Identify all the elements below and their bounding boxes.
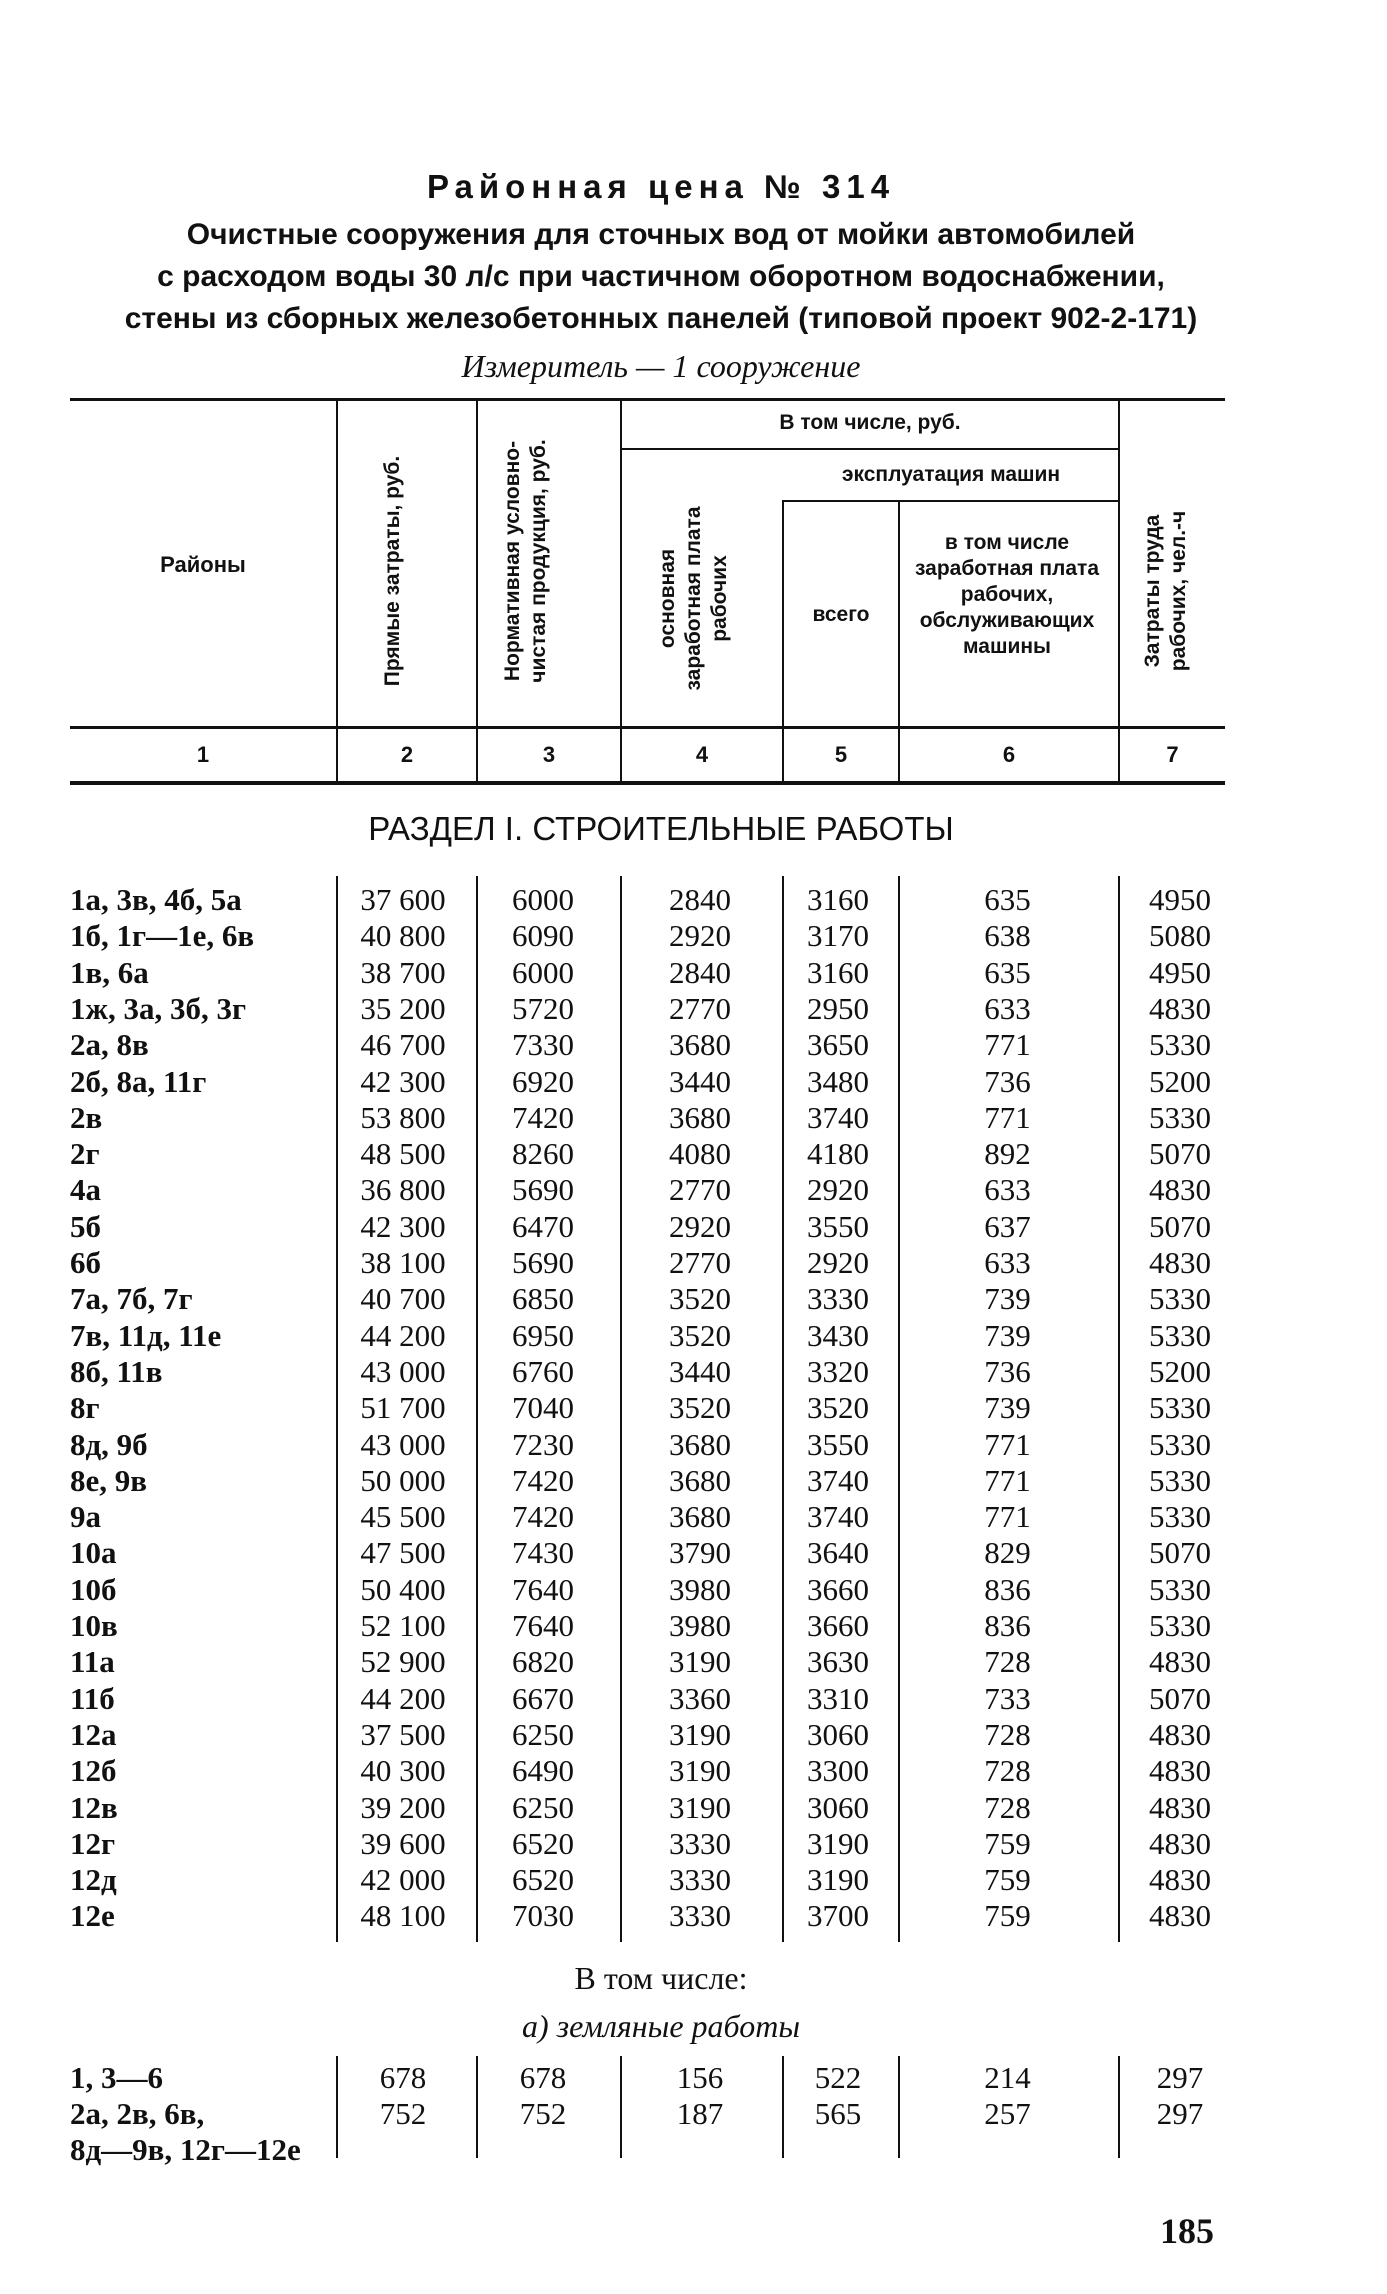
table-row <box>0 1100 1387 1136</box>
col-number-6: 6 <box>1002 742 1016 767</box>
machines-under-rule <box>782 500 1118 502</box>
region-cell: 8д, 9б <box>70 1426 148 1462</box>
region-cell: 2б, 8а, 11г <box>70 1063 207 1099</box>
basic-wages-cell: 3980 <box>669 1571 731 1607</box>
table-row <box>0 1535 1387 1571</box>
operator-wages-cell: 728 <box>984 1716 1031 1752</box>
header-divider-5 <box>898 500 900 783</box>
table-row <box>0 1826 1387 1862</box>
operator-wages-cell: 736 <box>984 1353 1031 1389</box>
net-production-cell: 7420 <box>512 1499 574 1535</box>
machines-total-cell: 3700 <box>807 1898 869 1934</box>
direct-costs-cell: 47 500 <box>360 1535 446 1571</box>
col-number-5: 5 <box>834 742 848 767</box>
operator-wages-cell: 771 <box>984 1499 1031 1535</box>
table-row <box>0 1027 1387 1063</box>
basic-wages-cell: 3680 <box>669 1426 731 1462</box>
header-divider-3 <box>620 400 622 783</box>
table-row <box>0 1572 1387 1608</box>
region-cell: 8б, 11в <box>70 1353 163 1389</box>
net-production-cell: 6250 <box>512 1789 574 1825</box>
table-row <box>0 1136 1387 1172</box>
direct-costs-cell: 39 600 <box>360 1825 446 1861</box>
net-production-cell: 6520 <box>512 1862 574 1898</box>
region-cell: 12е <box>70 1898 115 1934</box>
region-cell: 10б <box>70 1571 117 1607</box>
table-row <box>0 1318 1387 1354</box>
net-production-cell: 5690 <box>512 1172 574 1208</box>
operator-wages-cell: 257 <box>984 2096 1031 2131</box>
col-header-labor: Затраты труда рабочих, чел.-ч <box>1141 510 1190 672</box>
header-divider-6 <box>1118 400 1120 783</box>
basic-wages-cell: 2920 <box>669 918 731 954</box>
region-cell: 2г <box>70 1136 100 1172</box>
operator-wages-cell: 637 <box>984 1208 1031 1244</box>
machines-total-cell: 3320 <box>807 1353 869 1389</box>
machines-total-cell: 3550 <box>807 1208 869 1244</box>
machines-total-cell: 3190 <box>807 1862 869 1898</box>
region-cell: 12а <box>70 1716 117 1752</box>
basic-wages-cell: 156 <box>676 2060 724 2095</box>
net-production-cell: 7640 <box>512 1608 574 1643</box>
labor-cell: 4830 <box>1149 990 1211 1026</box>
net-production-cell: 6760 <box>512 1353 574 1389</box>
basic-wages-cell: 2770 <box>669 990 731 1026</box>
net-production-cell: 6670 <box>512 1680 574 1716</box>
basic-wages-cell: 2770 <box>669 1245 731 1280</box>
table-row <box>0 1281 1387 1317</box>
operator-wages-cell: 829 <box>984 1535 1031 1571</box>
machines-total-cell: 3650 <box>807 1027 869 1063</box>
region-cell: 6б <box>70 1245 101 1280</box>
net-production-cell: 6520 <box>512 1825 574 1861</box>
direct-costs-cell: 48 500 <box>360 1136 446 1172</box>
direct-costs-cell: 678 <box>379 2060 427 2095</box>
basic-wages-cell: 3520 <box>669 1317 731 1353</box>
net-production-cell: 6950 <box>512 1317 574 1353</box>
operator-wages-cell: 728 <box>984 1644 1031 1680</box>
net-production-cell: 7640 <box>512 1571 574 1607</box>
header-divider-1 <box>336 400 338 783</box>
operator-wages-cell: 633 <box>984 1172 1031 1208</box>
page-number: 185 <box>1160 2211 1214 2251</box>
machines-total-cell: 3160 <box>807 954 869 990</box>
col-header-total: всего <box>812 603 870 626</box>
direct-costs-cell: 50 000 <box>360 1462 446 1498</box>
region-cell: 4а <box>70 1172 101 1208</box>
machines-total-cell: 3060 <box>807 1789 869 1825</box>
operator-wages-cell: 728 <box>984 1789 1031 1825</box>
operator-wages-cell: 739 <box>984 1390 1031 1426</box>
net-production-cell: 7030 <box>512 1898 574 1934</box>
col-header-group: В том числе, руб. <box>779 411 961 434</box>
basic-wages-cell: 3440 <box>669 1063 731 1099</box>
labor-cell: 5330 <box>1149 1390 1211 1426</box>
header-bottom-rule <box>70 726 1225 729</box>
machines-total-cell: 3630 <box>807 1644 869 1680</box>
table-row <box>0 1644 1387 1680</box>
region-cell: 11б <box>70 1680 115 1716</box>
machines-total-cell: 2920 <box>807 1245 869 1280</box>
basic-wages-cell: 3190 <box>669 1716 731 1752</box>
region-cell: 7в, 11д, 11е <box>70 1317 222 1353</box>
col-number-2: 2 <box>400 742 414 767</box>
table-row <box>0 1608 1387 1644</box>
direct-costs-cell: 52 100 <box>360 1608 446 1643</box>
col-header-basic-wages: основная заработная плата рабочих <box>656 506 731 691</box>
net-production-cell: 7230 <box>512 1426 574 1462</box>
direct-costs-cell: 40 700 <box>360 1281 446 1317</box>
machines-total-cell: 4180 <box>807 1136 869 1172</box>
operator-wages-cell: 739 <box>984 1281 1031 1317</box>
col-header-direct-costs: Прямые затраты, руб. <box>381 455 404 687</box>
table-row <box>0 1862 1387 1898</box>
machines-total-cell: 3740 <box>807 1099 869 1135</box>
header-divider-2 <box>476 400 478 783</box>
measure-unit: Измеритель — 1 сооружение <box>461 348 861 384</box>
direct-costs-cell: 752 <box>379 2096 427 2131</box>
region-cell: 2а, 8в <box>70 1027 149 1063</box>
section-title: РАЗДЕЛ I. СТРОИТЕЛЬНЫЕ РАБОТЫ <box>368 810 954 847</box>
basic-wages-cell: 3790 <box>669 1535 731 1571</box>
basic-wages-cell: 3980 <box>669 1608 731 1643</box>
operator-wages-cell: 771 <box>984 1426 1031 1462</box>
table-row <box>0 1753 1387 1789</box>
machines-total-cell: 3310 <box>807 1680 869 1716</box>
machines-total-cell: 3190 <box>807 1825 869 1861</box>
region-cell: 9а <box>70 1499 101 1535</box>
labor-cell: 4830 <box>1149 1862 1211 1898</box>
direct-costs-cell: 42 300 <box>360 1208 446 1244</box>
labor-cell: 5200 <box>1149 1063 1211 1099</box>
table-row <box>0 1354 1387 1390</box>
machines-total-cell: 3660 <box>807 1571 869 1607</box>
machines-total-cell: 3640 <box>807 1535 869 1571</box>
basic-wages-cell: 3680 <box>669 1027 731 1063</box>
net-production-cell: 8260 <box>512 1136 574 1172</box>
table-row <box>0 1790 1387 1826</box>
direct-costs-cell: 42 300 <box>360 1063 446 1099</box>
price-title: Районная цена № 314 <box>426 168 896 205</box>
region-cell: 12б <box>70 1753 117 1789</box>
net-production-cell: 7420 <box>512 1099 574 1135</box>
table-row <box>0 1209 1387 1245</box>
labor-cell: 4830 <box>1149 1245 1211 1280</box>
direct-costs-cell: 40 300 <box>360 1753 446 1789</box>
header-divider-4 <box>782 500 784 783</box>
direct-costs-cell: 36 800 <box>360 1172 446 1208</box>
operator-wages-cell: 633 <box>984 990 1031 1026</box>
basic-wages-cell: 3330 <box>669 1862 731 1898</box>
net-production-cell: 6820 <box>512 1644 574 1680</box>
region-cell: 10в <box>70 1608 118 1643</box>
direct-costs-cell: 35 200 <box>360 990 446 1026</box>
region-cell: 10а <box>70 1535 117 1571</box>
subsection-title: а) земляные работы <box>522 2008 800 2044</box>
operator-wages-cell: 736 <box>984 1063 1031 1099</box>
col-header-operator-wages: в том числе заработная плата рабочих, обслуживающих машины <box>914 531 1100 658</box>
direct-costs-cell: 44 200 <box>360 1680 446 1716</box>
machines-total-cell: 3060 <box>807 1716 869 1752</box>
region-cell: 8г <box>70 1390 100 1426</box>
table-row <box>0 1463 1387 1499</box>
machines-total-cell: 522 <box>814 2060 862 2095</box>
net-production-cell: 7330 <box>512 1027 574 1063</box>
table-row <box>0 1245 1387 1281</box>
machines-total-cell: 565 <box>814 2096 862 2131</box>
basic-wages-cell: 3330 <box>669 1898 731 1934</box>
net-production-cell: 6000 <box>512 954 574 990</box>
net-production-cell: 678 <box>519 2060 567 2095</box>
net-production-cell: 6250 <box>512 1716 574 1752</box>
region-cell: 8д—9в, 12г—12е <box>70 2132 301 2167</box>
operator-wages-cell: 759 <box>984 1898 1031 1934</box>
direct-costs-cell: 40 800 <box>360 918 446 954</box>
operator-wages-cell: 739 <box>984 1317 1031 1353</box>
table-row <box>0 1390 1387 1426</box>
subtitle-line-1: Очистные сооружения для сточных вод от мойки автомобилей <box>186 218 1136 251</box>
direct-costs-cell: 53 800 <box>360 1099 446 1135</box>
basic-wages-cell: 2770 <box>669 1172 731 1208</box>
basic-wages-cell: 3680 <box>669 1462 731 1498</box>
basic-wages-cell: 3360 <box>669 1680 731 1716</box>
table-row <box>0 1681 1387 1717</box>
operator-wages-cell: 635 <box>984 882 1031 917</box>
operator-wages-cell: 638 <box>984 918 1031 954</box>
table-row <box>0 955 1387 991</box>
basic-wages-cell: 3190 <box>669 1753 731 1789</box>
machines-total-cell: 3330 <box>807 1281 869 1317</box>
labor-cell: 4830 <box>1149 1898 1211 1934</box>
labor-cell: 5330 <box>1149 1099 1211 1135</box>
labor-cell: 4950 <box>1149 882 1211 917</box>
subsection-label: В том числе: <box>574 1960 748 1996</box>
net-production-cell: 6470 <box>512 1208 574 1244</box>
basic-wages-cell: 2840 <box>669 954 731 990</box>
region-cell: 7а, 7б, 7г <box>70 1281 193 1317</box>
labor-cell: 5330 <box>1149 1462 1211 1498</box>
labor-cell: 5330 <box>1149 1281 1211 1317</box>
table-row <box>0 1898 1387 1934</box>
basic-wages-cell: 3680 <box>669 1499 731 1535</box>
table-top-rule <box>70 398 1225 401</box>
net-production-cell: 7040 <box>512 1390 574 1426</box>
direct-costs-cell: 43 000 <box>360 1426 446 1462</box>
basic-wages-cell: 2840 <box>669 882 731 917</box>
subsection-row <box>0 2060 1387 2096</box>
col-header-regions: Районы <box>160 552 246 577</box>
net-production-cell: 7420 <box>512 1462 574 1498</box>
basic-wages-cell: 187 <box>676 2096 724 2131</box>
region-cell: 12д <box>70 1862 117 1898</box>
region-cell: 2в <box>70 1099 103 1135</box>
labor-cell: 4830 <box>1149 1753 1211 1789</box>
basic-wages-cell: 2920 <box>669 1208 731 1244</box>
labor-cell: 4830 <box>1149 1825 1211 1861</box>
table-row <box>0 918 1387 954</box>
labor-cell: 4830 <box>1149 1644 1211 1680</box>
labor-cell: 5330 <box>1149 1571 1211 1607</box>
labor-cell: 297 <box>1156 2060 1204 2095</box>
direct-costs-cell: 38 700 <box>360 954 446 990</box>
operator-wages-cell: 771 <box>984 1099 1031 1135</box>
machines-total-cell: 3300 <box>807 1753 869 1789</box>
basic-wages-cell: 4080 <box>669 1136 731 1172</box>
direct-costs-cell: 50 400 <box>360 1571 446 1607</box>
machines-total-cell: 3160 <box>807 882 869 917</box>
direct-costs-cell: 42 000 <box>360 1862 446 1898</box>
basic-wages-cell: 3190 <box>669 1644 731 1680</box>
machines-total-cell: 2950 <box>807 990 869 1026</box>
net-production-cell: 7430 <box>512 1535 574 1571</box>
operator-wages-cell: 771 <box>984 1027 1031 1063</box>
net-production-cell: 6090 <box>512 918 574 954</box>
operator-wages-cell: 759 <box>984 1825 1031 1861</box>
labor-cell: 5330 <box>1149 1027 1211 1063</box>
basic-wages-cell: 3440 <box>669 1353 731 1389</box>
col-number-7: 7 <box>1166 742 1179 767</box>
direct-costs-cell: 38 100 <box>360 1245 446 1280</box>
direct-costs-cell: 46 700 <box>360 1027 446 1063</box>
basic-wages-cell: 3680 <box>669 1099 731 1135</box>
machines-total-cell: 3550 <box>807 1426 869 1462</box>
region-cell: 1, 3—6 <box>70 2060 163 2095</box>
operator-wages-cell: 836 <box>984 1571 1031 1607</box>
region-cell: 12г <box>70 1825 116 1861</box>
region-cell: 12в <box>70 1789 118 1825</box>
numbers-bottom-rule <box>70 781 1225 785</box>
subsection-row <box>0 2096 1387 2132</box>
labor-cell: 5070 <box>1149 1136 1211 1172</box>
region-cell: 1б, 1г—1е, 6в <box>70 918 255 954</box>
operator-wages-cell: 633 <box>984 1245 1031 1280</box>
region-cell: 8е, 9в <box>70 1462 148 1498</box>
table-row <box>0 1499 1387 1535</box>
operator-wages-cell: 892 <box>984 1136 1031 1172</box>
region-cell: 2а, 2в, 6в, <box>70 2096 205 2131</box>
operator-wages-cell: 635 <box>984 954 1031 990</box>
labor-cell: 4950 <box>1149 954 1211 990</box>
labor-cell: 5070 <box>1149 1535 1211 1571</box>
operator-wages-cell: 728 <box>984 1753 1031 1789</box>
operator-wages-cell: 214 <box>984 2060 1031 2095</box>
labor-cell: 4830 <box>1149 1789 1211 1825</box>
direct-costs-cell: 37 600 <box>360 882 446 917</box>
subtitle-line-2: с расходом воды 30 л/с при частичном оборотном водоснабжении, <box>157 260 1165 293</box>
col-number-3: 3 <box>542 742 556 767</box>
net-production-cell: 6000 <box>512 882 574 917</box>
machines-total-cell: 3170 <box>807 918 869 954</box>
table-row <box>0 1064 1387 1100</box>
labor-cell: 5330 <box>1149 1426 1211 1462</box>
basic-wages-cell: 3190 <box>669 1789 731 1825</box>
machines-total-cell: 3520 <box>807 1390 869 1426</box>
region-cell: 11а <box>70 1644 115 1680</box>
net-production-cell: 6920 <box>512 1063 574 1099</box>
net-production-cell: 5720 <box>512 990 574 1026</box>
machines-total-cell: 2920 <box>807 1172 869 1208</box>
col-number-4: 4 <box>695 742 709 767</box>
table-row <box>0 1427 1387 1463</box>
region-cell: 1а, 3в, 4б, 5а <box>70 882 242 917</box>
basic-wages-cell: 3520 <box>669 1390 731 1426</box>
labor-cell: 5330 <box>1149 1499 1211 1535</box>
machines-total-cell: 3660 <box>807 1608 869 1643</box>
subsection-row <box>0 2132 1387 2168</box>
table-row <box>0 1717 1387 1753</box>
direct-costs-cell: 51 700 <box>360 1390 446 1426</box>
table-row <box>0 882 1387 918</box>
region-cell: 5б <box>70 1208 101 1244</box>
direct-costs-cell: 48 100 <box>360 1898 446 1934</box>
labor-cell: 5070 <box>1149 1208 1211 1244</box>
labor-cell: 5070 <box>1149 1680 1211 1716</box>
group-under-rule <box>620 448 1118 450</box>
basic-wages-cell: 3520 <box>669 1281 731 1317</box>
table-row <box>0 991 1387 1027</box>
labor-cell: 5330 <box>1149 1317 1211 1353</box>
net-production-cell: 6490 <box>512 1753 574 1789</box>
direct-costs-cell: 39 200 <box>360 1789 446 1825</box>
direct-costs-cell: 45 500 <box>360 1499 446 1535</box>
operator-wages-cell: 759 <box>984 1862 1031 1898</box>
labor-cell: 4830 <box>1149 1716 1211 1752</box>
net-production-cell: 5690 <box>512 1245 574 1280</box>
operator-wages-cell: 771 <box>984 1462 1031 1498</box>
col-header-net-production: Нормативная условно-чистая продукция, руб. <box>501 439 550 683</box>
region-cell: 1ж, 3а, 3б, 3г <box>70 990 247 1026</box>
direct-costs-cell: 52 900 <box>360 1644 446 1680</box>
net-production-cell: 6850 <box>512 1281 574 1317</box>
operator-wages-cell: 733 <box>984 1680 1031 1716</box>
net-production-cell: 752 <box>519 2096 567 2131</box>
labor-cell: 5200 <box>1149 1353 1211 1389</box>
operator-wages-cell: 836 <box>984 1608 1031 1643</box>
subtitle-line-3: стены из сборных железобетонных панелей (типовой проект 902-2-171) <box>124 302 1198 335</box>
region-cell: 1в, 6а <box>70 954 149 990</box>
col-header-machines: эксплуатация машин <box>841 463 1061 486</box>
col-number-1: 1 <box>196 742 210 767</box>
machines-total-cell: 3740 <box>807 1499 869 1535</box>
machines-total-cell: 3480 <box>807 1063 869 1099</box>
table-row <box>0 1172 1387 1208</box>
machines-total-cell: 3740 <box>807 1462 869 1498</box>
direct-costs-cell: 43 000 <box>360 1353 446 1389</box>
basic-wages-cell: 3330 <box>669 1825 731 1861</box>
labor-cell: 5330 <box>1149 1608 1211 1643</box>
machines-total-cell: 3430 <box>807 1317 869 1353</box>
direct-costs-cell: 44 200 <box>360 1317 446 1353</box>
labor-cell: 4830 <box>1149 1172 1211 1208</box>
direct-costs-cell: 37 500 <box>360 1716 446 1752</box>
labor-cell: 297 <box>1156 2096 1204 2131</box>
labor-cell: 5080 <box>1149 918 1211 954</box>
